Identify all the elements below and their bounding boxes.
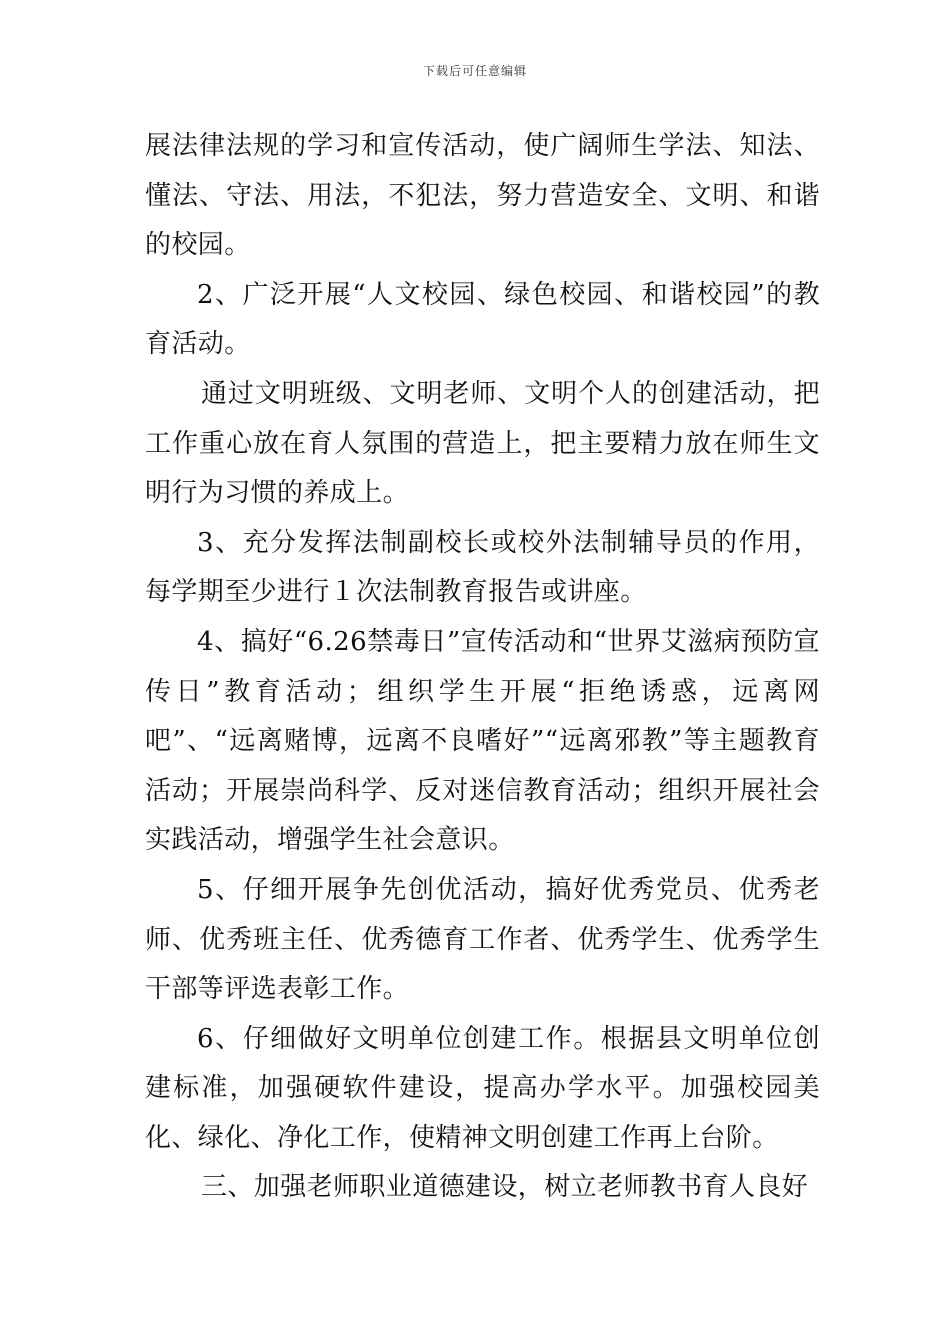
paragraph-item-2: 2、广泛开展“人文校园、绿色校园、和谐校园”的教育活动。: [145, 279, 820, 360]
paragraph-item-4: 4、搞好“6.26禁毒日”宣传活动和“世界艾滋病预防宣传日”教育活动；组织学生开展“拒绝诱惑，远离网吧”、“远离赌博，远离不良嗜好”“远离邪教”等主题教育活动；开展崇尚科学、反对迷信教育活动；组织开展社会实践活动，增强学生社会意识。: [145, 626, 820, 856]
page-header-note: 下载后可任意编辑: [422, 64, 527, 78]
paragraph-section-3-heading: 三、加强老师职业道德建设，树立老师教书育人良好: [201, 1172, 809, 1203]
paragraph-item-5: 5、仔细开展争先创优活动，搞好优秀党员、优秀老师、优秀班主任、优秀德育工作者、优秀学生、优秀学生干部等评选表彰工作。: [145, 874, 820, 1005]
paragraph-item-6: 6、仔细做好文明单位创建工作。根据县文明单位创建标准，加强硬软件建设，提高办学水平。加强校园美化、绿化、净化工作，使精神文明创建工作再上台阶。: [145, 1023, 820, 1153]
document-body: [145, 122, 820, 1213]
paragraph-item-3: 3、充分发挥法制副校长或校外法制辅导员的作用，每学期至少进行１次法制教育报告或讲座。: [145, 527, 820, 608]
paragraph-civilization-creation: 通过文明班级、文明老师、文明个人的创建活动，把工作重心放在育人氛围的营造上，把主要精力放在师生文明行为习惯的养成上。: [145, 378, 820, 509]
paragraph-legal-education: 展法律法规的学习和宣传活动，使广阔师生学法、知法、懂法、守法、用法，不犯法，努力营造安全、文明、和谐的校园。: [145, 131, 820, 261]
